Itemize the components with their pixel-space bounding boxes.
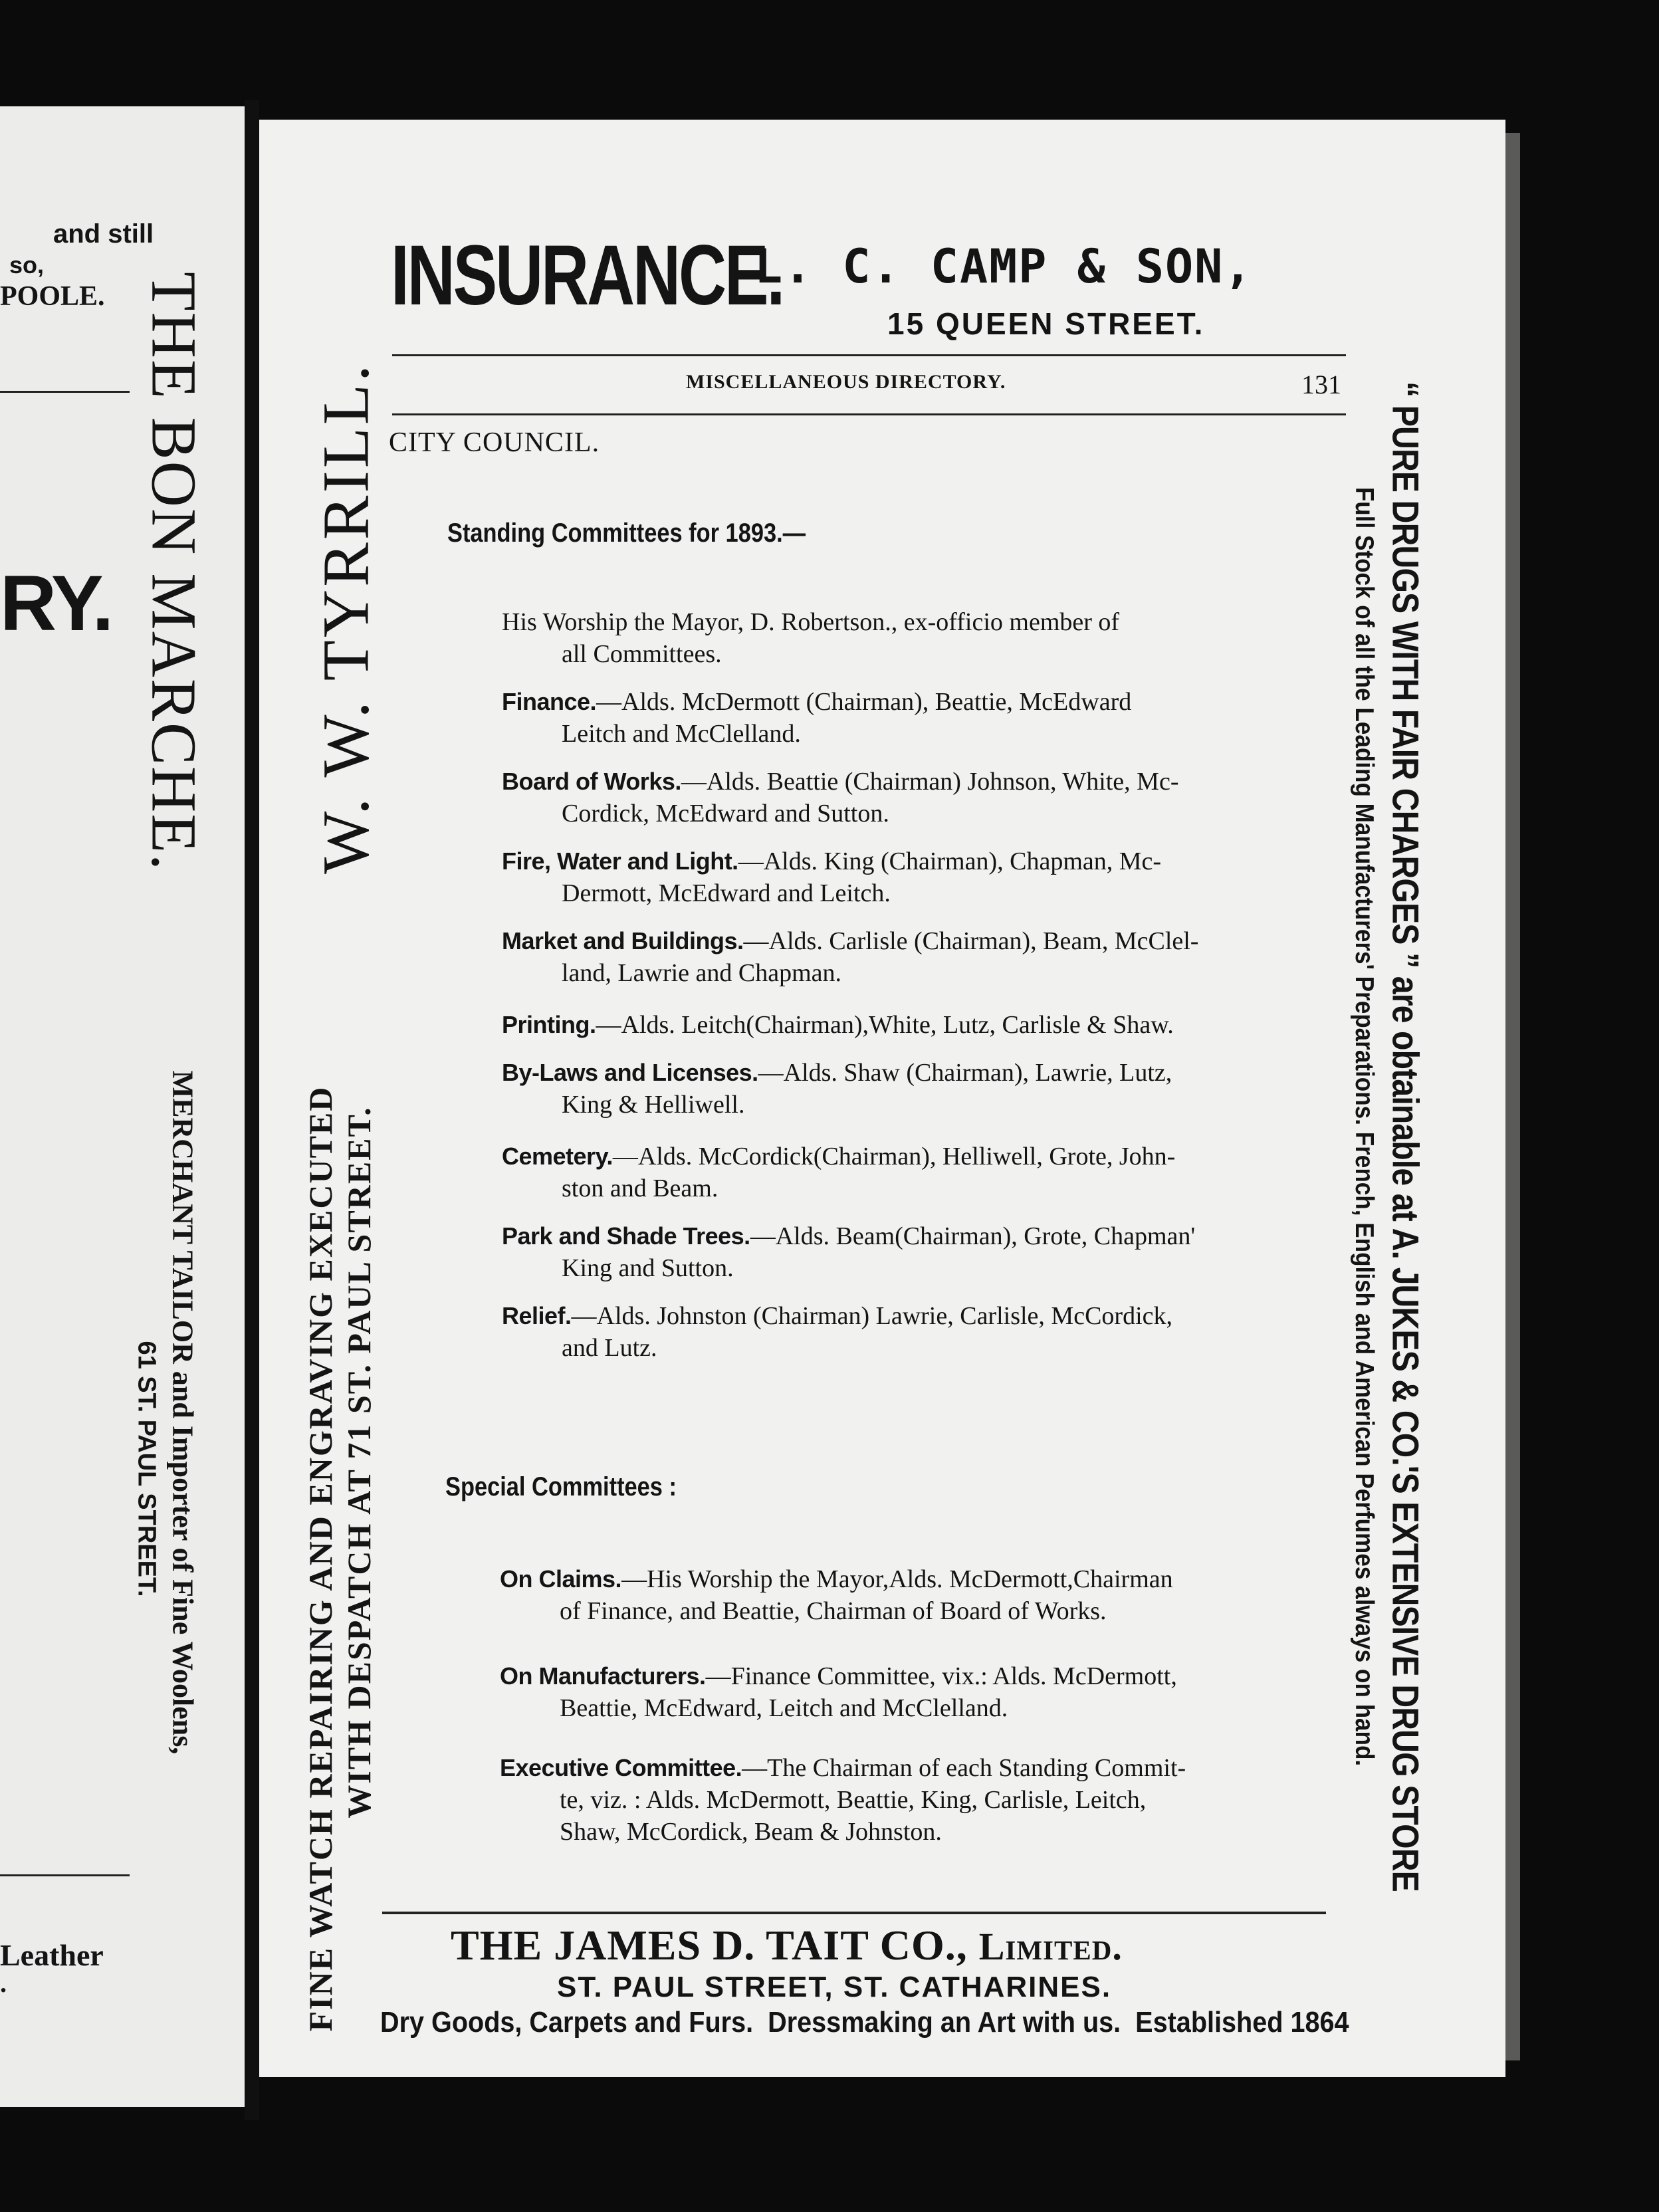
- entry-text: —Alds. Carlisle (Chairman), Beam, McClel-: [743, 927, 1199, 955]
- left-rule-top: [0, 391, 130, 393]
- footer-ad-rule: [382, 1912, 1326, 1914]
- entry-continuation: Beattie, McEdward, Leitch and McClelland.: [560, 1694, 1008, 1722]
- tyrrill-ad-name: W. W. TYRRILL.: [308, 362, 383, 874]
- committee-name: On Manufacturers.: [500, 1662, 706, 1690]
- committee-entry-board-of-works: [502, 766, 1346, 830]
- committee-name: Cemetery.: [502, 1143, 613, 1170]
- entry-text: —Alds. Johnston (Chairman) Lawrie, Carlisle, McCordick,: [571, 1302, 1172, 1330]
- entry-text: —Alds. King (Chairman), Chapman, Mc-: [738, 847, 1162, 875]
- committee-entry-bylaws-licenses: [502, 1057, 1346, 1121]
- entry-text: —Alds. Shaw (Chairman), Lawrie, Lutz,: [758, 1059, 1172, 1087]
- insurance-ad-address: 15 QUEEN STREET.: [887, 306, 1205, 341]
- committee-entry-on-manufacturers: [500, 1660, 1344, 1724]
- bon-marche-address: 61 ST. PAUL STREET.: [132, 1341, 161, 1597]
- committee-entry-park-shade-trees: [502, 1220, 1346, 1284]
- entry-continuation: Leitch and McClelland.: [562, 720, 801, 748]
- left-fragment-line1: and still: [53, 219, 154, 249]
- committee-entry-market-buildings: [502, 925, 1346, 989]
- entry-continuation: land, Lawrie and Chapman.: [562, 959, 842, 987]
- page-edge-shadow: [1505, 133, 1520, 2060]
- committee-name: Executive Committee.: [500, 1754, 742, 1781]
- entry-continuation: of Finance, and Beattie, Chairman of Board of Works.: [560, 1597, 1107, 1625]
- special-committees-heading: Special Committees :: [445, 1472, 677, 1501]
- left-bottom-fragment-2: .: [0, 1968, 7, 1998]
- entry-continuation: Shaw, McCordick, Beam & Johnston.: [560, 1818, 942, 1846]
- running-title: MISCELLANEOUS DIRECTORY.: [686, 371, 1006, 393]
- committee-entry-on-claims: [500, 1563, 1344, 1627]
- committee-entry-finance: [502, 686, 1346, 750]
- insurance-ad-firm: L. C. CAMP & SON,: [754, 239, 1254, 294]
- entry-text: —Alds. Beattie (Chairman) Johnson, White, Mc-: [681, 768, 1179, 796]
- entry-text: —Finance Committee, vix.: Alds. McDermott,: [705, 1662, 1177, 1690]
- left-rule-bottom: [0, 1874, 130, 1876]
- entry-continuation: Cordick, McEdward and Sutton.: [562, 800, 889, 828]
- standing-committees-heading: Standing Committees for 1893.—: [447, 518, 806, 548]
- left-fragment-line2: so,: [9, 251, 45, 278]
- entry-text: —Alds. McCordick(Chairman), Helliwell, Grote, John-: [612, 1143, 1176, 1170]
- entry-text: —Alds. McDermott (Chairman), Beattie, McEdward: [596, 688, 1132, 716]
- book-spine: [245, 100, 259, 2120]
- bon-marche-title: THE BON MARCHE.: [138, 271, 210, 872]
- page-number: 131: [1301, 370, 1341, 399]
- committee-entry-fire-water-light: [502, 845, 1346, 909]
- tait-ad-address: ST. PAUL STREET, ST. CATHARINES.: [557, 1971, 1112, 2003]
- entry-text: —The Chairman of each Standing Commit-: [742, 1754, 1186, 1782]
- jukes-ad-line2: Full Stock of all the Leading Manufacturers' Preparations. French, English and American Perfumes always on hand.: [1350, 487, 1379, 1767]
- committee-name: Printing.: [502, 1011, 596, 1038]
- entry-continuation: King and Sutton.: [562, 1254, 734, 1282]
- tyrrill-ad-line2: WITH DESPATCH AT 71 ST. PAUL STREET.: [340, 1106, 378, 1819]
- committee-name: Market and Buildings.: [502, 927, 744, 954]
- committee-name: Fire, Water and Light.: [502, 847, 738, 875]
- committee-name: Board of Works.: [502, 768, 681, 795]
- previous-page-strip: [0, 106, 245, 2107]
- entry-continuation: King & Helliwell.: [562, 1091, 745, 1119]
- left-big-fragment: RY.: [0, 560, 112, 647]
- section-title: CITY COUNCIL.: [389, 427, 600, 458]
- tait-ad-limited: Limited.: [978, 1925, 1123, 1968]
- committee-name: Finance.: [502, 688, 597, 715]
- entry-continuation: te, viz. : Alds. McDermott, Beattie, King, Carlisle, Leitch,: [560, 1786, 1147, 1814]
- committee-name: On Claims.: [500, 1565, 622, 1593]
- insurance-ad-word: INSURANCE.: [391, 228, 784, 323]
- entry-text: —Alds. Leitch(Chairman),White, Lutz, Carlisle & Shaw.: [596, 1011, 1174, 1039]
- entry-text: His Worship the Mayor, D. Robertson., ex-officio member of: [502, 608, 1120, 636]
- committee-entry-printing: [502, 1009, 1346, 1041]
- tyrrill-ad-line1: FINE WATCH REPAIRING AND ENGRAVING EXECUTED: [302, 1085, 339, 2032]
- entry-text: —Alds. Beam(Chairman), Grote, Chapman': [750, 1222, 1196, 1250]
- committee-name: Park and Shade Trees.: [502, 1222, 750, 1250]
- header-rule-top: [392, 354, 1346, 356]
- tait-ad-tagline: Dry Goods, Carpets and Furs. Dressmaking an Art with us. Established 1864: [380, 2006, 1349, 2039]
- left-bottom-fragment: Leather: [0, 1938, 104, 1972]
- entry-continuation: and Lutz.: [562, 1334, 657, 1362]
- tait-ad-firm-name: THE JAMES D. TAIT CO.,: [451, 1922, 968, 1969]
- entry-continuation: all Committees.: [562, 640, 722, 668]
- header-rule-bottom: [392, 413, 1346, 415]
- committee-name: Relief.: [502, 1302, 572, 1329]
- bon-marche-subtitle: MERCHANT TAILOR and Importer of Fine Woolens,: [166, 1070, 199, 1755]
- left-fragment-line3: POOLE.: [0, 281, 105, 312]
- entry-text: —His Worship the Mayor,Alds. McDermott,Chairman: [621, 1565, 1173, 1593]
- committee-entry-cemetery: [502, 1141, 1346, 1204]
- committee-entry-executive: [500, 1752, 1344, 1848]
- committee-entry-mayor: [502, 606, 1346, 670]
- entry-continuation: ston and Beam.: [562, 1174, 719, 1202]
- committee-name: By-Laws and Licenses.: [502, 1059, 758, 1086]
- tait-ad-firm: [451, 1921, 1123, 1970]
- committee-entry-relief: [502, 1300, 1346, 1364]
- jukes-ad-line1: “ PURE DRUGS WITH FAIR CHARGES ” are obtainable at A. JUKES & CO.'S EXTENSIVE DRUG STORE: [1384, 382, 1427, 1892]
- entry-continuation: Dermott, McEdward and Leitch.: [562, 879, 891, 907]
